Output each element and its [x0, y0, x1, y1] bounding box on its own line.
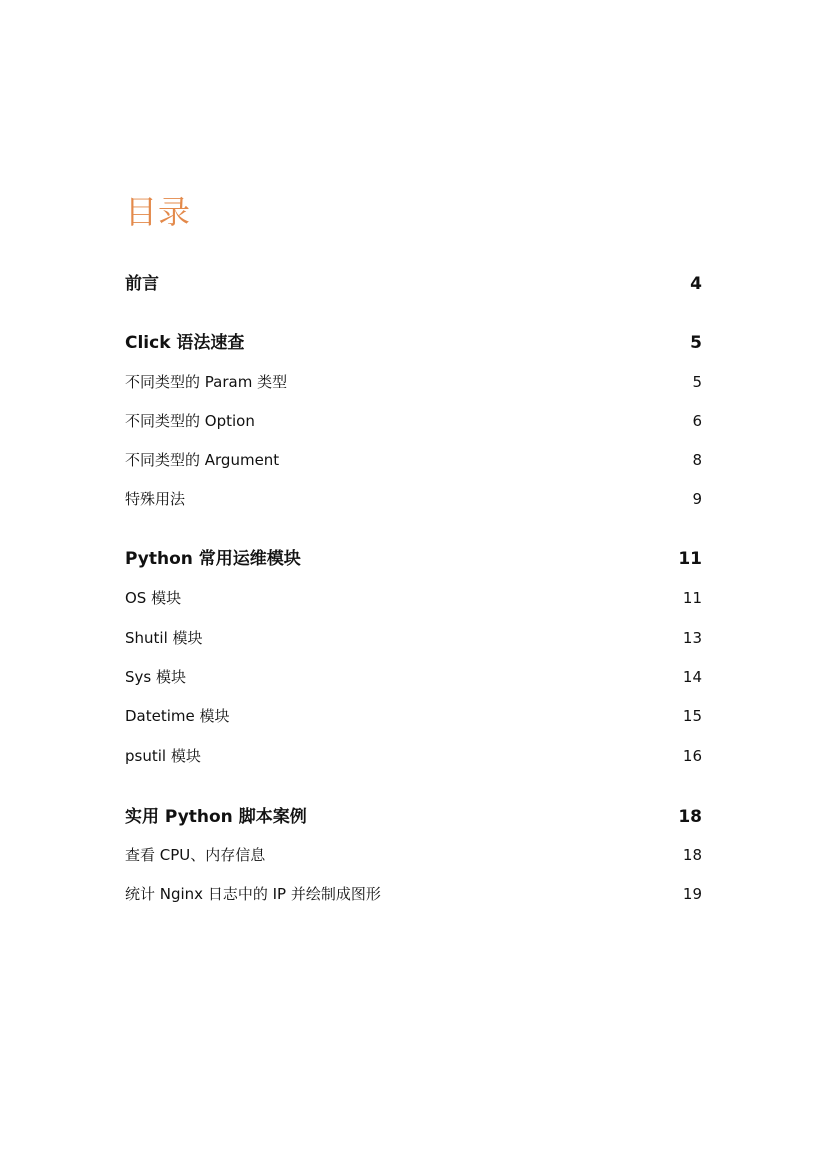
toc-section-entry[interactable]	[125, 488, 702, 510]
toc-entry-label: Datetime 模块	[125, 707, 230, 725]
toc-entry-page: 14	[682, 668, 702, 686]
toc-entry-label: Shutil 模块	[125, 629, 203, 647]
toc-entry-page: 5	[690, 333, 702, 353]
toc-entry-label: 实用 Python 脚本案例	[125, 807, 307, 827]
toc-section-entry[interactable]	[125, 844, 702, 866]
toc-section-entry[interactable]	[125, 449, 702, 471]
toc-entry-label: 查看 CPU、内存信息	[125, 846, 266, 864]
toc-entry-label: OS 模块	[125, 589, 182, 607]
toc-chapter-entry[interactable]	[125, 805, 702, 829]
toc-entry-page: 18	[682, 846, 702, 864]
toc-title: 目录	[125, 193, 192, 231]
toc-entry-page: 5	[692, 373, 702, 391]
toc-entry-label: 不同类型的 Option	[125, 412, 255, 430]
toc-section-entry[interactable]	[125, 883, 702, 905]
toc-entry-label: Python 常用运维模块	[125, 549, 301, 569]
toc-entry-page: 16	[682, 747, 702, 765]
toc-entry-page: 19	[682, 885, 702, 903]
toc-entry-label: 不同类型的 Argument	[125, 451, 280, 469]
toc-entry-label: psutil 模块	[125, 747, 201, 765]
toc-section-entry[interactable]	[125, 666, 702, 688]
toc-entry-label: Click 语法速查	[125, 333, 245, 353]
toc-entry-page: 4	[690, 274, 702, 294]
toc-entry-label: 不同类型的 Param 类型	[125, 373, 288, 391]
toc-chapter-entry[interactable]	[125, 547, 702, 571]
toc-entry-page: 6	[692, 412, 702, 430]
toc-section-entry[interactable]	[125, 627, 702, 649]
toc-entry-label: 统计 Nginx 日志中的 IP 并绘制成图形	[125, 885, 381, 903]
toc-chapter-entry[interactable]	[125, 331, 702, 355]
toc-entry-page: 15	[682, 707, 702, 725]
toc-entry-page: 13	[682, 629, 702, 647]
toc-section-entry[interactable]	[125, 705, 702, 727]
toc-chapter-entry[interactable]	[125, 272, 702, 296]
toc-section-entry[interactable]	[125, 410, 702, 432]
toc-entry-page: 8	[692, 451, 702, 469]
toc-entry-label: 前言	[125, 274, 159, 294]
toc-section-entry[interactable]	[125, 587, 702, 609]
toc-section-entry[interactable]	[125, 745, 702, 767]
toc-entry-label: Sys 模块	[125, 668, 186, 686]
toc-entry-page: 9	[692, 490, 702, 508]
toc-entry-page: 18	[678, 807, 702, 827]
toc-entry-page: 11	[678, 549, 702, 569]
toc-section-entry[interactable]	[125, 371, 702, 393]
toc-entry-page: 11	[682, 589, 702, 607]
toc-entry-label: 特殊用法	[125, 490, 186, 508]
